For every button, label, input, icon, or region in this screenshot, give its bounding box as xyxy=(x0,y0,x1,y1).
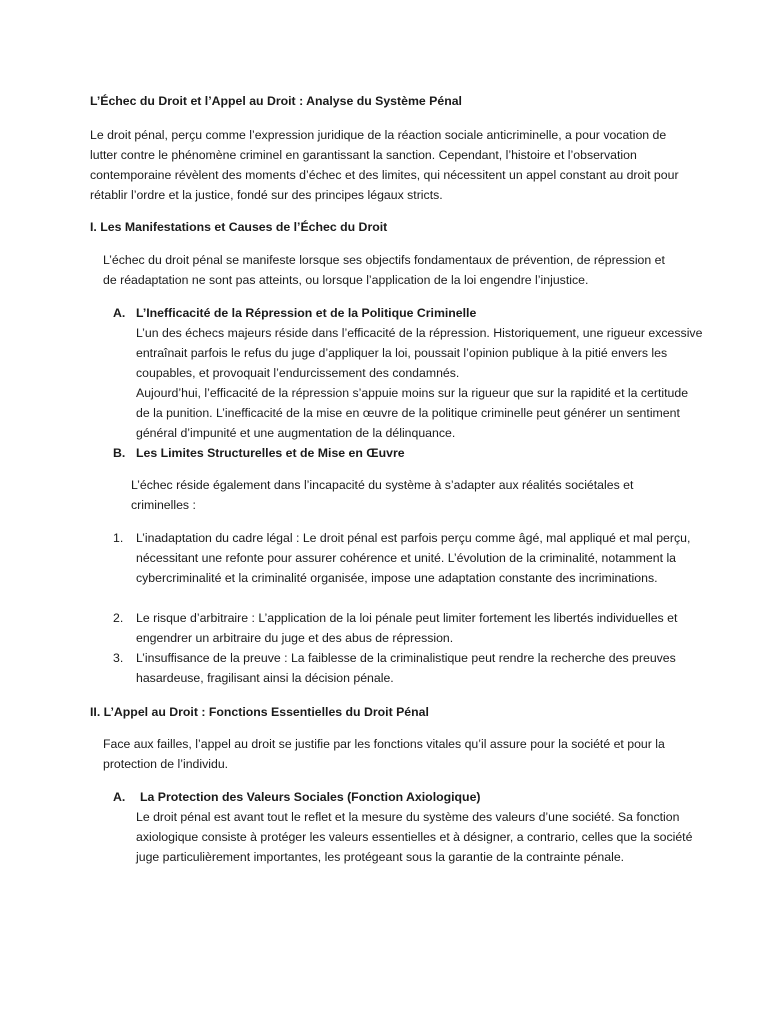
list-item xyxy=(113,648,704,688)
document-title: L’Échec du Droit et l’Appel au Droit : Analyse du Système Pénal xyxy=(90,94,462,108)
subsection-1a-paragraph-1: L’un des échecs majeurs réside dans l’efficacité de la répression. Historiquement, une rigueur excessive entraînait parfois le refus du juge d’appliquer la loi, poussait l’opinion publique à la pitié envers les coupables, et provoquait l’endurcissement des condamnés. xyxy=(136,326,703,380)
subsection-2a-paragraph-1: Le droit pénal est avant tout le reflet et la mesure du système des valeurs d’une société. Sa fonction axiologique consiste à protéger les valeurs essentielles et à désigner, a contrario, celles que la société juge particulièrement importantes, les protégeant sous la garantie de la contrainte pénale. xyxy=(136,810,693,864)
list-item xyxy=(113,528,704,588)
subsection-2a-title: La Protection des Valeurs Sociales (Fonction Axiologique) xyxy=(140,790,481,804)
section-2-heading: II. L’Appel au Droit : Fonctions Essentielles du Droit Pénal xyxy=(90,705,429,719)
subsection-1a xyxy=(113,303,704,443)
list-number: 1. xyxy=(113,531,124,545)
subsection-1b-title: Les Limites Structurelles et de Mise en Œuvre xyxy=(136,446,405,460)
list-item-text: L’inadaptation du cadre légal : Le droit pénal est parfois perçu comme âgé, mal appliqué et mal perçu, nécessitant une refonte pour assurer cohérence et unité. L’évolution de la criminalité, notamment la cybercriminalité et la criminalité organisée, impose une adaptation constante des incriminations. xyxy=(136,531,691,585)
list-item-text: Le risque d’arbitraire : L’application de la loi pénale peut limiter fortement les libertés individuelles et engendrer un arbitraire du juge et des abus de répression. xyxy=(136,611,678,645)
list-item-text: L’insuffisance de la preuve : La faiblesse de la criminalistique peut rendre la recherche des preuves hasardeuse, fragilisant ainsi la décision pénale. xyxy=(136,651,676,685)
subsection-marker: A. xyxy=(113,306,126,320)
intro-paragraph: Le droit pénal, perçu comme l’expression juridique de la réaction sociale anticriminelle, a pour vocation de lutter contre le phénomène criminel en garantissant la sanction. Cependant, l’histoire et l’observation contemporaine révèlent des moments d’échec et des limites, qui nécessitent un appel constant au droit pour rétablir l’ordre et la justice, fondé sur des principes légaux stricts. xyxy=(90,128,679,202)
section-2-intro: Face aux failles, l’appel au droit se justifie par les fonctions vitales qu’il assure pour la société et pour la protection de l’individu. xyxy=(103,737,665,771)
list-number: 3. xyxy=(113,651,124,665)
section-1-intro: L’échec du droit pénal se manifeste lorsque ses objectifs fondamentaux de prévention, de répression et de réadaptation ne sont pas atteints, ou lorsque l’application de la loi engendre l’injustice. xyxy=(103,253,665,287)
list-item xyxy=(113,608,704,648)
subsection-2a xyxy=(113,787,704,867)
subsection-1a-paragraph-2: Aujourd’hui, l’efficacité de la répression s’appuie moins sur la rigueur que sur la rapidité et la certitude de la punition. L’inefficacité de la mise en œuvre de la politique criminelle peut générer un sentiment général d’impunité et une augmentation de la délinquance. xyxy=(136,386,689,440)
subsection-1b-intro: L’échec réside également dans l’incapacité du système à s’adapter aux réalités sociétales et criminelles : xyxy=(131,478,634,512)
subsection-marker: A. xyxy=(113,790,126,804)
subsection-marker: B. xyxy=(113,446,126,460)
subsection-1b xyxy=(113,443,704,463)
subsection-1a-title: L’Inefficacité de la Répression et de la Politique Criminelle xyxy=(136,306,477,320)
list-number: 2. xyxy=(113,611,124,625)
section-1-heading: I. Les Manifestations et Causes de l’Échec du Droit xyxy=(90,220,388,234)
